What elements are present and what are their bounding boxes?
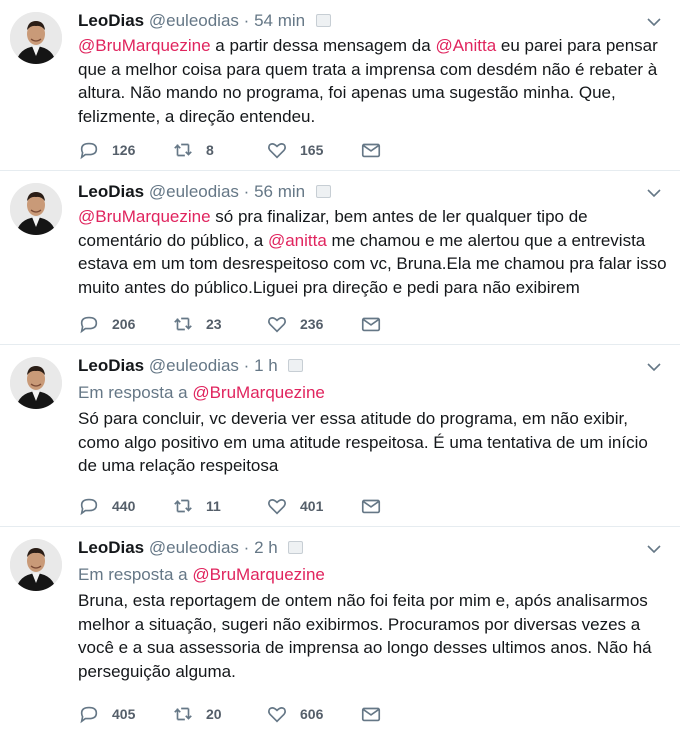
heart-icon xyxy=(266,703,288,725)
timestamp[interactable]: 56 min xyxy=(254,182,306,201)
retweet-button[interactable] xyxy=(172,139,266,161)
timestamp[interactable]: 54 min xyxy=(254,11,306,30)
like-button[interactable] xyxy=(266,139,360,161)
like-count: 606 xyxy=(300,706,324,722)
like-count: 236 xyxy=(300,316,324,332)
reply-icon xyxy=(78,703,100,725)
retweet-icon xyxy=(172,703,194,725)
chevron-down-icon[interactable] xyxy=(646,14,662,30)
tweet-header xyxy=(78,537,668,559)
reply-icon xyxy=(78,495,100,517)
chevron-down-icon[interactable] xyxy=(646,359,662,375)
reply-button[interactable] xyxy=(78,313,172,335)
timestamp[interactable]: 2 h xyxy=(254,538,278,557)
reply-count: 126 xyxy=(112,142,136,158)
envelope-icon xyxy=(360,313,382,335)
separator: · xyxy=(243,356,250,375)
retweet-icon xyxy=(172,313,194,335)
reply-count: 206 xyxy=(112,316,136,332)
reply-button[interactable] xyxy=(78,495,172,517)
separator: · xyxy=(243,11,250,30)
like-button[interactable] xyxy=(266,313,360,335)
separator: · xyxy=(243,182,250,201)
direct-message-button[interactable] xyxy=(360,313,454,335)
author-handle[interactable]: @euleodias xyxy=(148,356,239,375)
image-badge-icon xyxy=(288,541,303,554)
mention-link[interactable]: @BruMarquezine xyxy=(78,36,211,55)
reply-button[interactable] xyxy=(78,139,172,161)
retweet-icon xyxy=(172,139,194,161)
envelope-icon xyxy=(360,495,382,517)
separator: · xyxy=(243,538,250,557)
tweet-text xyxy=(78,205,668,299)
retweet-button[interactable] xyxy=(172,495,266,517)
tweet-header xyxy=(78,10,668,32)
retweet-count: 11 xyxy=(206,498,221,514)
tweet-text xyxy=(78,589,668,683)
timestamp[interactable]: 1 h xyxy=(254,356,278,375)
tweet[interactable] xyxy=(0,171,680,345)
reply-to-link[interactable]: @BruMarquezine xyxy=(192,383,325,402)
author-name[interactable]: LeoDias xyxy=(78,356,145,375)
text-segment: me chamou e me alertou que a entrevista estava em um tom desrespeitoso com vc, Bruna.Ela me chamou pra falar isso muito antes do público.Liguei pra direção e pedi para não exibirem xyxy=(78,230,667,297)
mention-link[interactable]: @anitta xyxy=(267,230,327,250)
text-segment: só pra finalizar, bem antes de ler qualquer tipo de comentário do público, a xyxy=(78,207,588,250)
image-badge-icon xyxy=(316,14,331,27)
retweet-icon xyxy=(172,495,194,517)
tweet[interactable] xyxy=(0,0,680,171)
envelope-icon xyxy=(360,139,382,161)
tweet-actions xyxy=(78,494,454,518)
reply-to-link[interactable]: @BruMarquezine xyxy=(192,565,325,584)
heart-icon xyxy=(266,139,288,161)
tweet-actions xyxy=(78,312,454,336)
tweet-actions xyxy=(78,702,454,726)
like-count: 165 xyxy=(300,142,324,158)
retweet-count: 23 xyxy=(206,316,222,332)
direct-message-button[interactable] xyxy=(360,703,454,725)
retweet-button[interactable] xyxy=(172,313,266,335)
tweet[interactable] xyxy=(0,527,680,734)
author-handle[interactable]: @euleodias xyxy=(148,182,239,201)
like-button[interactable] xyxy=(266,703,360,725)
tweet-text xyxy=(78,407,668,478)
text-segment: a partir dessa mensagem da xyxy=(210,36,436,55)
avatar[interactable] xyxy=(10,357,62,409)
direct-message-button[interactable] xyxy=(360,495,454,517)
chevron-down-icon[interactable] xyxy=(646,541,662,557)
retweet-button[interactable] xyxy=(172,703,266,725)
avatar[interactable] xyxy=(10,183,62,235)
chevron-down-icon[interactable] xyxy=(646,185,662,201)
like-count: 401 xyxy=(300,498,324,514)
reply-prefix: Em resposta a xyxy=(78,383,193,402)
retweet-count: 8 xyxy=(206,142,214,158)
author-handle[interactable]: @euleodias xyxy=(148,11,239,30)
avatar[interactable] xyxy=(10,539,62,591)
author-name[interactable]: LeoDias xyxy=(78,11,145,30)
text-segment: eu parei para pensar que a melhor coisa para quem trata a imprensa com desdém não é rebater à altura. Não mando no programa, foi apenas uma sugestão minha. Que, felizmente, a direção entendeu. xyxy=(78,36,658,126)
mention-link[interactable]: @BruMarquezine xyxy=(78,207,211,226)
tweet-text xyxy=(78,34,668,128)
author-name[interactable]: LeoDias xyxy=(78,182,145,201)
text-segment: Só para concluir, vc deveria ver essa atitude do programa, em não exibir, como algo positivo em uma atitude respeitosa. É uma tentativa de um início de uma relação respeitosa xyxy=(78,409,648,475)
text-segment: Bruna, esta reportagem de ontem não foi feita por mim e, após analisarmos melhor a situação, sugeri não exibirmos. Procuramos por diversas vezes a você e a sua assessoria de imprensa ao longo desses ultimos anos. Não há perseguição alguma. xyxy=(78,591,652,681)
avatar[interactable] xyxy=(10,12,62,64)
author-handle[interactable]: @euleodias xyxy=(148,538,239,557)
envelope-icon xyxy=(360,703,382,725)
tweet-actions xyxy=(78,138,454,162)
heart-icon xyxy=(266,313,288,335)
direct-message-button[interactable] xyxy=(360,139,454,161)
tweet-header xyxy=(78,355,668,377)
tweet[interactable] xyxy=(0,345,680,527)
heart-icon xyxy=(266,495,288,517)
tweet-header xyxy=(78,181,668,203)
reply-count: 405 xyxy=(112,706,136,722)
reply-icon xyxy=(78,313,100,335)
reply-icon xyxy=(78,139,100,161)
in-reply-to xyxy=(78,563,668,587)
image-badge-icon xyxy=(316,185,331,198)
image-badge-icon xyxy=(288,359,303,372)
reply-count: 440 xyxy=(112,498,136,514)
mention-link[interactable]: @Anitta xyxy=(435,36,497,55)
retweet-count: 20 xyxy=(206,706,222,722)
reply-prefix: Em resposta a xyxy=(78,565,193,584)
in-reply-to xyxy=(78,381,668,405)
author-name[interactable]: LeoDias xyxy=(78,538,145,557)
reply-button[interactable] xyxy=(78,703,172,725)
like-button[interactable] xyxy=(266,495,360,517)
